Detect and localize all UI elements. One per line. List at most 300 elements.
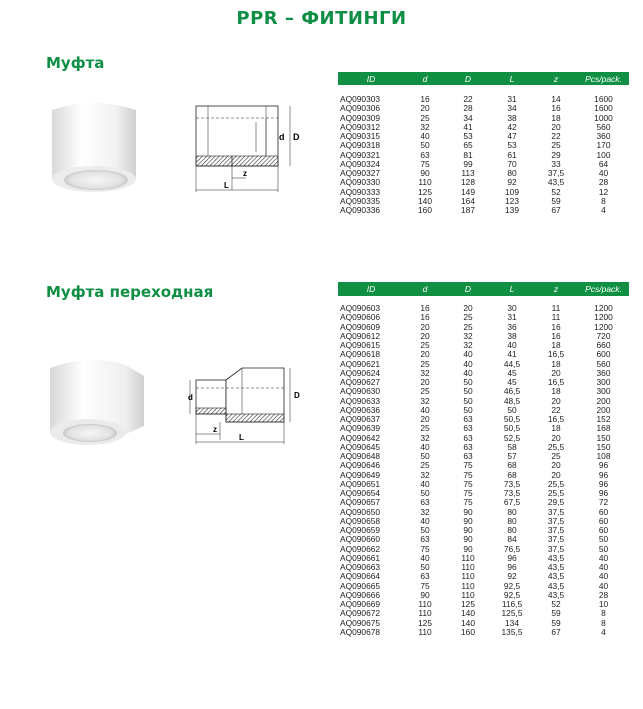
- table-cell: 50: [463, 377, 473, 387]
- table-cell: 4: [601, 205, 606, 215]
- article-id-cell: AQ090661: [340, 552, 381, 563]
- table-row: [338, 600, 629, 609]
- table-cell: 96: [598, 460, 609, 471]
- table-cell: 50: [420, 525, 430, 535]
- table-cell: 152: [596, 414, 611, 424]
- table-cell: 16: [420, 312, 430, 323]
- article-id-cell: AQ090309: [340, 112, 381, 123]
- table-cell: 59: [551, 608, 561, 619]
- column-header: d: [404, 72, 446, 85]
- article-id-cell: AQ090675: [340, 617, 381, 628]
- table-cell: 25: [551, 451, 561, 461]
- table-row: [338, 619, 629, 628]
- table-cell: 92: [507, 571, 517, 582]
- table-cell: 41: [507, 349, 517, 360]
- table-row: [338, 378, 629, 387]
- table-cell: 16: [420, 303, 430, 313]
- table-cell: 1200: [594, 303, 613, 313]
- column-header: D: [446, 282, 490, 296]
- table-cell: 60: [598, 506, 609, 517]
- table-cell: 30: [507, 303, 517, 313]
- table-cell: 18: [551, 423, 561, 434]
- article-id-cell: AQ090618: [340, 349, 381, 360]
- table-cell: 150: [596, 441, 611, 452]
- table-cell: 52,5: [503, 432, 521, 443]
- table-cell: 59: [551, 617, 561, 628]
- reducing-coupling-table: [338, 282, 629, 637]
- table-cell: 80: [507, 525, 517, 535]
- table-row: [338, 545, 629, 554]
- table-row: [338, 415, 629, 424]
- table-row: [338, 197, 629, 206]
- table-cell: 113: [461, 168, 475, 178]
- article-id-cell: AQ090637: [340, 414, 381, 424]
- table-row: [338, 526, 629, 535]
- table-cell: 37,5: [547, 515, 565, 526]
- table-cell: 140: [461, 608, 475, 619]
- table-row: [338, 461, 629, 470]
- table-cell: 40: [420, 441, 430, 452]
- table-cell: 25,5: [547, 441, 565, 452]
- table-cell: 63: [420, 497, 430, 508]
- table-cell: 149: [461, 186, 475, 197]
- dim-label-D-2: D: [294, 391, 300, 400]
- article-id-cell: AQ090651: [340, 478, 381, 489]
- article-id-cell: AQ090303: [340, 94, 381, 104]
- table-cell: 67,5: [503, 497, 521, 508]
- table-cell: 14: [551, 94, 561, 104]
- table-cell: 360: [596, 367, 611, 378]
- table-cell: 20: [420, 103, 430, 114]
- table-cell: 63: [420, 149, 430, 160]
- table-cell: 40: [420, 131, 430, 141]
- table-row: [338, 535, 629, 544]
- table-cell: 63: [463, 432, 473, 443]
- table-cell: 53: [463, 131, 473, 141]
- table-cell: 1600: [594, 103, 613, 114]
- table-cell: 4: [601, 626, 606, 637]
- table-cell: 600: [596, 349, 611, 360]
- table-cell: 20: [463, 303, 473, 313]
- table-cell: 150: [596, 432, 611, 443]
- article-id-cell: AQ090624: [340, 367, 381, 378]
- article-id-cell: AQ090606: [340, 312, 381, 323]
- table-cell: 70: [507, 158, 517, 169]
- article-id-cell: AQ090621: [340, 358, 381, 369]
- table-cell: 40: [420, 478, 430, 489]
- table-cell: 135,5: [501, 626, 523, 637]
- article-id-cell: AQ090333: [340, 186, 381, 197]
- article-id-cell: AQ090306: [340, 103, 381, 114]
- table-cell: 140: [418, 195, 432, 206]
- article-id-cell: AQ090330: [340, 177, 381, 188]
- table-cell: 29: [551, 149, 561, 160]
- table-cell: 32: [420, 469, 430, 480]
- table-row: [338, 406, 629, 415]
- table-cell: 34: [507, 103, 517, 114]
- table-row: [338, 480, 629, 489]
- table-cell: 40: [463, 367, 473, 378]
- table-cell: 43,5: [547, 177, 565, 188]
- table-row: [338, 397, 629, 406]
- table-cell: 20: [420, 377, 430, 387]
- table-cell: 92: [507, 177, 517, 188]
- article-id-cell: AQ090630: [340, 386, 381, 397]
- reducing-coupling-drawing: [184, 360, 308, 450]
- article-id-cell: AQ090659: [340, 525, 381, 535]
- table-cell: 60: [598, 515, 609, 526]
- article-id-cell: AQ090312: [340, 121, 381, 132]
- table-row: [338, 332, 629, 341]
- table-cell: 164: [461, 195, 475, 206]
- table-cell: 63: [463, 423, 473, 434]
- table-cell: 46,5: [503, 386, 521, 397]
- table-cell: 29,5: [547, 497, 565, 508]
- table-cell: 20: [420, 321, 430, 332]
- table-cell: 42: [507, 121, 517, 132]
- table-cell: 125,5: [501, 608, 523, 619]
- table-cell: 50: [420, 140, 430, 151]
- table-cell: 73,5: [503, 488, 521, 498]
- table-cell: 75: [463, 469, 473, 480]
- table-cell: 63: [420, 571, 430, 582]
- table-row: [338, 304, 629, 313]
- table-cell: 25,5: [547, 488, 565, 498]
- article-id-cell: AQ090609: [340, 321, 381, 332]
- table-cell: 96: [507, 552, 517, 563]
- article-id-cell: AQ090666: [340, 589, 381, 600]
- table-cell: 50: [463, 386, 473, 397]
- article-id-cell: AQ090318: [340, 140, 381, 151]
- table-cell: 125: [418, 617, 432, 628]
- table-cell: 20: [551, 395, 561, 406]
- article-id-cell: AQ090645: [340, 441, 381, 452]
- table-cell: 11: [551, 312, 561, 323]
- article-id-cell: AQ090315: [340, 131, 381, 141]
- table-cell: 50: [463, 395, 473, 406]
- table-cell: 32: [420, 432, 430, 443]
- dim-label-z-2: z: [213, 425, 217, 434]
- column-header: L: [490, 282, 534, 296]
- article-id-cell: AQ090615: [340, 340, 381, 350]
- table-cell: 20: [420, 349, 430, 360]
- table-cell: 44,5: [503, 358, 521, 369]
- table-cell: 168: [596, 423, 611, 434]
- table-cell: 40: [420, 404, 430, 415]
- dim-label-d-2: d: [188, 393, 193, 402]
- table-cell: 99: [463, 158, 473, 169]
- table-cell: 40: [420, 515, 430, 526]
- table-cell: 52: [551, 186, 561, 197]
- table-row: [338, 443, 629, 452]
- table-cell: 16,5: [547, 414, 565, 424]
- page-title: PPR – ФИТИНГИ: [236, 8, 407, 29]
- table-cell: 18: [551, 340, 561, 350]
- table-cell: 75: [420, 158, 430, 169]
- table-cell: 200: [596, 404, 611, 415]
- article-id-cell: AQ090649: [340, 469, 381, 480]
- article-id-cell: AQ090642: [340, 432, 381, 443]
- table-cell: 25: [420, 460, 430, 471]
- table-cell: 360: [596, 131, 611, 141]
- table-cell: 80: [507, 168, 517, 178]
- dim-label-L: L: [224, 181, 229, 190]
- table-cell: 67: [551, 626, 561, 637]
- table-row: [338, 178, 629, 187]
- table-cell: 8: [601, 195, 606, 206]
- column-header: L: [490, 72, 534, 85]
- table-cell: 90: [463, 543, 473, 554]
- table-cell: 110: [418, 626, 432, 637]
- reducing-coupling-photo: [46, 348, 158, 448]
- table-cell: 37,5: [547, 506, 565, 517]
- column-header: Pcs/pack.: [578, 72, 629, 85]
- section-title-reducing-coupling: Муфта переходная: [46, 283, 214, 301]
- table-cell: 63: [463, 451, 473, 461]
- table-cell: 32: [420, 395, 430, 406]
- table-row: [338, 151, 629, 160]
- table-cell: 68: [507, 469, 517, 480]
- table-cell: 40: [598, 562, 609, 572]
- table-cell: 12: [598, 186, 609, 197]
- table-row: [338, 360, 629, 369]
- table-cell: 32: [420, 367, 430, 378]
- table-cell: 16,5: [547, 349, 565, 360]
- table-cell: 53: [507, 140, 517, 151]
- table-cell: 61: [507, 149, 517, 160]
- table-cell: 48,5: [503, 395, 521, 406]
- table-cell: 84: [507, 534, 517, 545]
- table-cell: 36: [507, 321, 517, 332]
- table-cell: 10: [598, 599, 609, 609]
- table-cell: 110: [461, 552, 475, 563]
- table-row: [338, 498, 629, 507]
- article-id-cell: AQ090654: [340, 488, 381, 498]
- table-cell: 65: [463, 140, 473, 151]
- table-cell: 25: [420, 340, 430, 350]
- table-cell: 75: [420, 543, 430, 554]
- article-id-cell: AQ090664: [340, 571, 381, 582]
- table-cell: 25: [420, 386, 430, 397]
- article-id-cell: AQ090633: [340, 395, 381, 406]
- table-cell: 110: [418, 599, 432, 609]
- table-cell: 125: [461, 599, 475, 609]
- table-cell: 22: [551, 404, 561, 415]
- table-cell: 68: [507, 460, 517, 471]
- table-cell: 1600: [594, 94, 613, 104]
- table-cell: 109: [505, 186, 519, 197]
- table-cell: 75: [420, 580, 430, 591]
- table-cell: 50: [463, 404, 473, 415]
- coupling-drawing: [186, 100, 306, 196]
- table-cell: 37,5: [547, 168, 565, 178]
- table-body: [338, 296, 629, 637]
- table-cell: 11: [551, 303, 561, 313]
- table-cell: 25: [420, 423, 430, 434]
- table-cell: 110: [461, 571, 475, 582]
- table-cell: 20: [551, 121, 561, 132]
- section-title-coupling: Муфта: [46, 54, 105, 72]
- table-cell: 40: [463, 349, 473, 360]
- table-cell: 34: [463, 112, 473, 123]
- table-cell: 50,5: [503, 414, 521, 424]
- article-id-cell: AQ090678: [340, 626, 381, 637]
- article-id-cell: AQ090627: [340, 377, 381, 387]
- table-cell: 1000: [594, 112, 613, 123]
- table-cell: 50: [598, 543, 609, 554]
- table-cell: 200: [596, 395, 611, 406]
- table-cell: 43,5: [547, 589, 565, 600]
- column-header: ID: [338, 282, 404, 296]
- article-id-cell: AQ090636: [340, 404, 381, 415]
- table-cell: 67: [551, 205, 561, 215]
- table-cell: 170: [596, 140, 611, 151]
- table-cell: 25: [463, 321, 473, 332]
- table-row: [338, 554, 629, 563]
- table-cell: 40: [598, 571, 609, 582]
- article-id-cell: AQ090335: [340, 195, 381, 206]
- column-header: z: [534, 282, 578, 296]
- dim-label-D: D: [293, 132, 300, 142]
- column-header: d: [404, 282, 446, 296]
- table-cell: 37,5: [547, 543, 565, 554]
- table-cell: 43,5: [547, 580, 565, 591]
- column-header: z: [534, 72, 578, 85]
- table-cell: 32: [420, 506, 430, 517]
- table-cell: 18: [551, 112, 561, 123]
- spacer-row: [338, 85, 629, 95]
- table-cell: 64: [598, 158, 609, 169]
- table-cell: 96: [598, 469, 609, 480]
- table-row: [338, 563, 629, 572]
- table-body: [338, 85, 629, 215]
- table-cell: 43,5: [547, 571, 565, 582]
- table-cell: 40: [598, 580, 609, 591]
- table-cell: 96: [598, 478, 609, 489]
- table-cell: 8: [601, 617, 606, 628]
- article-id-cell: AQ090665: [340, 580, 381, 591]
- table-cell: 110: [461, 580, 475, 591]
- table-cell: 50: [420, 562, 430, 572]
- table-cell: 110: [461, 589, 475, 600]
- table-cell: 20: [420, 330, 430, 341]
- table-cell: 40: [598, 552, 609, 563]
- table-cell: 160: [461, 626, 475, 637]
- table-cell: 90: [463, 506, 473, 517]
- table-row: [338, 323, 629, 332]
- article-id-cell: AQ090603: [340, 303, 381, 313]
- table-cell: 1200: [594, 312, 613, 323]
- dim-label-d: d: [279, 132, 285, 142]
- table-cell: 22: [551, 131, 561, 141]
- table-cell: 31: [507, 94, 517, 104]
- table-cell: 160: [418, 205, 432, 215]
- table-cell: 75: [463, 488, 473, 498]
- table-cell: 96: [507, 562, 517, 572]
- table-cell: 43,5: [547, 552, 565, 563]
- table-cell: 63: [420, 534, 430, 545]
- table-cell: 116,5: [501, 599, 523, 609]
- article-id-cell: AQ090650: [340, 506, 381, 517]
- table-cell: 75: [463, 460, 473, 471]
- table-cell: 52: [551, 599, 561, 609]
- table-cell: 40: [463, 358, 473, 369]
- table-cell: 40: [598, 168, 609, 178]
- table-cell: 20: [551, 367, 561, 378]
- table-cell: 50: [420, 488, 430, 498]
- coupling-table: [338, 72, 629, 215]
- table-cell: 81: [463, 149, 473, 160]
- table-cell: 139: [505, 205, 519, 215]
- table-cell: 660: [596, 340, 611, 350]
- table-row: [338, 452, 629, 461]
- table-row: [338, 188, 629, 197]
- table-row: [338, 141, 629, 150]
- table-cell: 110: [461, 562, 475, 572]
- table-cell: 25: [420, 112, 430, 123]
- table-cell: 50: [420, 451, 430, 461]
- table-header: [338, 282, 629, 296]
- article-id-cell: AQ090612: [340, 330, 381, 341]
- table-cell: 108: [596, 451, 611, 461]
- table-cell: 75: [463, 497, 473, 508]
- table-cell: 25: [463, 312, 473, 323]
- table-cell: 43,5: [547, 562, 565, 572]
- table-cell: 41: [463, 121, 473, 132]
- table-cell: 560: [596, 121, 611, 132]
- coupling-photo: [44, 96, 156, 194]
- table-row: [338, 104, 629, 113]
- table-cell: 45: [507, 377, 517, 387]
- table-cell: 16: [551, 321, 561, 332]
- table-cell: 123: [505, 195, 519, 206]
- table-row: [338, 517, 629, 526]
- article-id-cell: AQ090657: [340, 497, 381, 508]
- table-cell: 90: [463, 515, 473, 526]
- table-cell: 16: [420, 94, 430, 104]
- table-cell: 37,5: [547, 534, 565, 545]
- table-row: [338, 582, 629, 591]
- table-cell: 100: [596, 149, 611, 160]
- table-cell: 38: [507, 330, 517, 341]
- table-cell: 300: [596, 377, 611, 387]
- article-id-cell: AQ090648: [340, 451, 381, 461]
- table-cell: 22: [463, 94, 473, 104]
- table-cell: 16: [551, 103, 561, 114]
- table-cell: 75: [463, 478, 473, 489]
- article-id-cell: AQ090336: [340, 205, 381, 215]
- table-cell: 76,5: [503, 543, 521, 554]
- table-cell: 32: [420, 121, 430, 132]
- article-id-cell: AQ090663: [340, 562, 381, 572]
- table-row: [338, 369, 629, 378]
- table-cell: 128: [461, 177, 475, 188]
- column-header: ID: [338, 72, 404, 85]
- table-row: [338, 424, 629, 433]
- table-cell: 32: [463, 340, 473, 350]
- table-cell: 8: [601, 608, 606, 619]
- table-cell: 80: [507, 506, 517, 517]
- article-id-cell: AQ090658: [340, 515, 381, 526]
- table-row: [338, 471, 629, 480]
- table-cell: 125: [418, 186, 432, 197]
- table-row: [338, 387, 629, 396]
- table-cell: 40: [420, 552, 430, 563]
- table-cell: 50: [598, 534, 609, 545]
- table-cell: 96: [598, 488, 609, 498]
- table-cell: 25: [420, 358, 430, 369]
- table-cell: 58: [507, 441, 517, 452]
